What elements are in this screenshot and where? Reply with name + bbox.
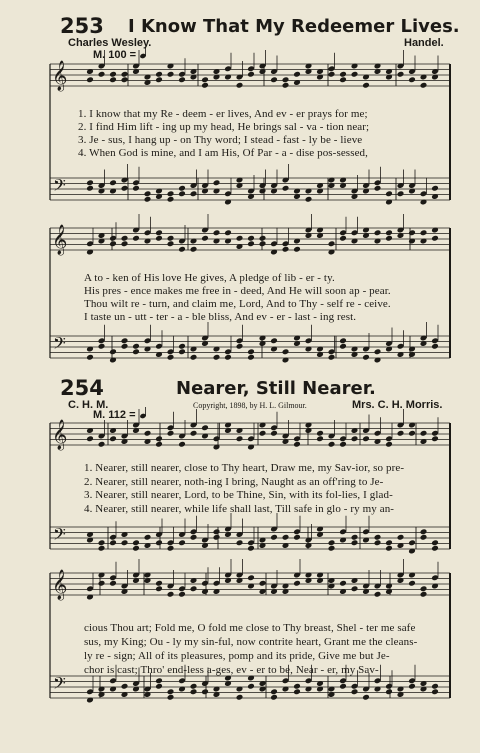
bass-clef-icon: 𝄢: [53, 524, 66, 548]
note-head: [178, 190, 186, 197]
note-head: [328, 354, 336, 361]
note-head: [328, 441, 336, 448]
note-head: [132, 539, 140, 546]
note-head: [270, 694, 278, 701]
note-head: [132, 235, 140, 242]
note-head: [109, 240, 117, 247]
note-head: [98, 545, 106, 552]
note-head: [247, 354, 255, 361]
note-head: [362, 82, 370, 89]
note-head: [167, 190, 175, 197]
note-head: [167, 196, 175, 203]
note-head: [121, 185, 129, 192]
note-head: [293, 71, 301, 78]
lyric-line: sus, my King; Ou - ly my sin-ful, now contrite heart, Grant me the cleans-: [84, 636, 418, 648]
note-head: [213, 534, 221, 541]
note-head: [201, 424, 209, 431]
note-head: [339, 441, 347, 448]
note-head: [109, 76, 117, 83]
note-head: [420, 430, 428, 437]
note-head: [167, 694, 175, 701]
note-head: [98, 539, 106, 546]
note-head: [201, 235, 209, 242]
note-head: [385, 545, 393, 552]
note-head: [293, 534, 301, 541]
note-head: [385, 235, 393, 242]
note-head: [316, 435, 324, 442]
note-head: [86, 185, 94, 192]
note-head: [385, 441, 393, 448]
tempo-marking: M. 100 =: [93, 49, 137, 61]
note-head: [247, 348, 255, 355]
lyric-line: 2. I find Him lift - ing up my head, He brings sal - va - tion near;: [78, 121, 370, 133]
note-head: [144, 196, 152, 203]
note-head: [270, 337, 278, 344]
note-head: [339, 71, 347, 78]
note-head: [420, 585, 428, 592]
note-head: [374, 229, 382, 236]
note-head: [385, 190, 393, 197]
note-head: [144, 190, 152, 197]
note-head: [155, 435, 163, 442]
note-head: [121, 343, 129, 350]
lyric-line: A to - ken of His love He gives, A pledge of lib - er - ty.: [84, 272, 335, 284]
hymn-title: Nearer, Still Nearer.: [176, 378, 376, 399]
tempo-marking: M. 112 =: [93, 409, 136, 421]
note-head: [155, 677, 163, 684]
note-head: [190, 688, 198, 695]
note-head: [109, 71, 117, 78]
lyric-line: 1. Nearer, still nearer, close to Thy heart, Draw me, my Sav-ior, so pre-: [84, 462, 405, 474]
composer-credit: Handel.: [404, 37, 444, 49]
note-head: [328, 71, 336, 78]
note-head: [270, 430, 278, 437]
note-head: [385, 229, 393, 236]
note-head: [247, 574, 255, 581]
note-head: [282, 82, 290, 89]
treble-clef-icon: 𝄞: [52, 61, 68, 91]
note-head: [86, 435, 94, 442]
note-head: [236, 539, 244, 546]
note-head: [155, 539, 163, 546]
meter-label: C. H. M.: [68, 399, 109, 411]
note-head: [86, 354, 94, 361]
note-head: [167, 240, 175, 247]
note-head: [190, 585, 198, 592]
note-head: [351, 539, 359, 546]
note-head: [408, 683, 416, 690]
note-head: [178, 343, 186, 350]
note-head: [132, 348, 140, 355]
note-head: [224, 354, 232, 361]
note-head: [374, 539, 382, 546]
note-head: [293, 688, 301, 695]
note-head: [431, 185, 439, 192]
note-head: [328, 539, 336, 546]
treble-clef-icon: 𝄞: [52, 570, 68, 600]
note-head: [374, 534, 382, 541]
note-head: [201, 688, 209, 695]
lyric-line: ly re - sign; All of its pleasures, pomp and its pride, Give me but Je-: [84, 650, 390, 662]
note-head: [362, 354, 370, 361]
note-head: [397, 534, 405, 541]
note-head: [213, 179, 221, 186]
note-head: [236, 694, 244, 701]
note-head: [362, 694, 370, 701]
note-head: [190, 354, 198, 361]
note-head: [339, 580, 347, 587]
note-head: [86, 76, 94, 83]
note-head: [155, 229, 163, 236]
note-head: [431, 539, 439, 546]
note-head: [282, 348, 290, 355]
bass-clef-icon: 𝄢: [53, 673, 66, 697]
note-head: [155, 580, 163, 587]
note-head: [178, 246, 186, 253]
note-head: [362, 435, 370, 442]
note-head: [121, 76, 129, 83]
note-head: [144, 534, 152, 541]
note-head: [167, 354, 175, 361]
note-head: [190, 534, 198, 541]
note-head: [351, 585, 359, 592]
note-head: [178, 539, 186, 546]
note-head: [282, 185, 290, 192]
note-head: [201, 76, 209, 83]
note-head: [293, 580, 301, 587]
note-head: [167, 71, 175, 78]
copyright-notice: Copyright, 1898, by H. L. Gilmour.: [193, 401, 307, 410]
note-head: [305, 196, 313, 203]
note-head: [408, 76, 416, 83]
note-head: [282, 534, 290, 541]
note-head: [98, 441, 106, 448]
note-head: [293, 683, 301, 690]
note-head: [339, 76, 347, 83]
note-head: [420, 591, 428, 598]
lyric-line: 4. When God is mine, and I am His, Of Par - a - dise pos-sessed,: [78, 147, 369, 159]
note-head: [420, 229, 428, 236]
lyric-line: chor is cast; Thro' end-less a-ges, ev - er to be, Near - er, my Sav-: [84, 664, 379, 676]
note-head: [109, 348, 117, 355]
note-head: [201, 82, 209, 89]
note-head: [397, 430, 405, 437]
note-head: [328, 545, 336, 552]
note-head: [190, 190, 198, 197]
note-head: [132, 185, 140, 192]
note-head: [167, 430, 175, 437]
note-head: [121, 240, 129, 247]
note-head: [247, 683, 255, 690]
lyric-line: 1. I know that my Re - deem - er lives, And ev - er prays for me;: [78, 108, 368, 120]
note-head: [247, 545, 255, 552]
lyric-line: Thou wilt re - turn, and claim me, Lord, And to Thy - self re - ceive.: [84, 298, 391, 310]
note-head: [293, 441, 301, 448]
note-head: [282, 246, 290, 253]
note-head: [431, 688, 439, 695]
note-head: [109, 179, 117, 186]
note-head: [121, 539, 129, 546]
note-head: [397, 71, 405, 78]
lyric-line: I taste un - utt - ter - a - ble bliss, And ev - er - last - ing rest.: [84, 311, 357, 323]
note-head: [213, 528, 221, 535]
note-head: [98, 343, 106, 350]
note-head: [408, 580, 416, 587]
note-head: [431, 343, 439, 350]
note-head: [385, 688, 393, 695]
note-head: [155, 235, 163, 242]
lyric-line: 3. Nearer, still nearer, Lord, to be Thine, Sin, with its fol-lies, I glad-: [84, 489, 393, 501]
note-head: [339, 343, 347, 350]
note-head: [236, 235, 244, 242]
note-head: [121, 235, 129, 242]
note-head: [374, 348, 382, 355]
note-head: [178, 348, 186, 355]
note-head: [408, 539, 416, 546]
note-head: [408, 229, 416, 236]
note-head: [431, 683, 439, 690]
lyric-line: cious Thou art; Fold me, O fold me close to Thy breast, Shel - ter me safe: [84, 622, 416, 634]
note-head: [178, 591, 186, 598]
note-head: [351, 688, 359, 695]
note-head: [351, 534, 359, 541]
note-head: [431, 435, 439, 442]
note-head: [431, 235, 439, 242]
note-head: [132, 343, 140, 350]
author-credit: Charles Wesley.: [68, 37, 152, 49]
note-head: [270, 76, 278, 83]
note-head: [259, 240, 267, 247]
note-head: [351, 71, 359, 78]
note-head: [339, 683, 347, 690]
hymn-number: 254: [60, 376, 104, 400]
note-head: [328, 240, 336, 247]
note-head: [374, 591, 382, 598]
note-head: [109, 435, 117, 442]
note-head: [178, 76, 186, 83]
note-head: [167, 591, 175, 598]
note-head: [408, 430, 416, 437]
note-head: [86, 179, 94, 186]
note-head: [374, 185, 382, 192]
note-head: [293, 246, 301, 253]
note-head: [190, 430, 198, 437]
note-head: [420, 82, 428, 89]
note-head: [178, 185, 186, 192]
note-head: [98, 580, 106, 587]
note-head: [316, 430, 324, 437]
lyric-line: 4. Nearer, still nearer, while life shall last, Till safe in glo - ry my an-: [84, 502, 395, 515]
note-head: [121, 683, 129, 690]
note-head: [259, 580, 267, 587]
note-head: [213, 354, 221, 361]
note-head: [144, 430, 152, 437]
note-head: [98, 71, 106, 78]
treble-clef-icon: 𝄞: [52, 225, 68, 255]
note-head: [167, 688, 175, 695]
note-head: [121, 337, 129, 344]
note-head: [224, 229, 232, 236]
note-head: [109, 539, 117, 546]
lyric-line: His pres - ence makes me free in - deed, And He will soon ap - pear.: [84, 285, 391, 297]
note-head: [247, 240, 255, 247]
note-head: [236, 435, 244, 442]
note-head: [155, 71, 163, 78]
lyric-line: 3. Je - sus, I hang up - on Thy word; I stead - fast - ly be - lieve: [78, 134, 363, 146]
composer-credit: Mrs. C. H. Morris.: [352, 399, 443, 411]
hymn-number: 253: [60, 14, 104, 38]
treble-clef-icon: 𝄞: [52, 420, 68, 450]
note-head: [236, 343, 244, 350]
note-head: [270, 688, 278, 695]
note-head: [155, 441, 163, 448]
note-head: [132, 545, 140, 552]
note-head: [282, 76, 290, 83]
note-head: [178, 441, 186, 448]
note-head: [109, 580, 117, 587]
note-head: [385, 539, 393, 546]
note-head: [213, 229, 221, 236]
note-head: [351, 435, 359, 442]
note-head: [247, 71, 255, 78]
note-head: [155, 585, 163, 592]
note-head: [155, 683, 163, 690]
note-head: [420, 534, 428, 541]
note-head: [236, 82, 244, 89]
note-head: [339, 337, 347, 344]
note-head: [270, 534, 278, 541]
note-head: [155, 76, 163, 83]
lyric-line: 2. Nearer, still nearer, noth-ing I bring, Naught as an off'ring to Je-: [84, 475, 384, 488]
note-head: [420, 528, 428, 535]
note-head: [259, 235, 267, 242]
note-head: [167, 235, 175, 242]
bass-clef-icon: 𝄢: [53, 175, 66, 199]
note-head: [259, 430, 267, 437]
note-head: [339, 235, 347, 242]
note-head: [247, 235, 255, 242]
note-head: [431, 545, 439, 552]
note-head: [397, 190, 405, 197]
hymn-title: I Know That My Redeemer Lives.: [128, 16, 460, 37]
note-head: [167, 545, 175, 552]
note-head: [190, 683, 198, 690]
note-head: [121, 71, 129, 78]
bass-clef-icon: 𝄢: [53, 333, 66, 357]
note-head: [190, 246, 198, 253]
